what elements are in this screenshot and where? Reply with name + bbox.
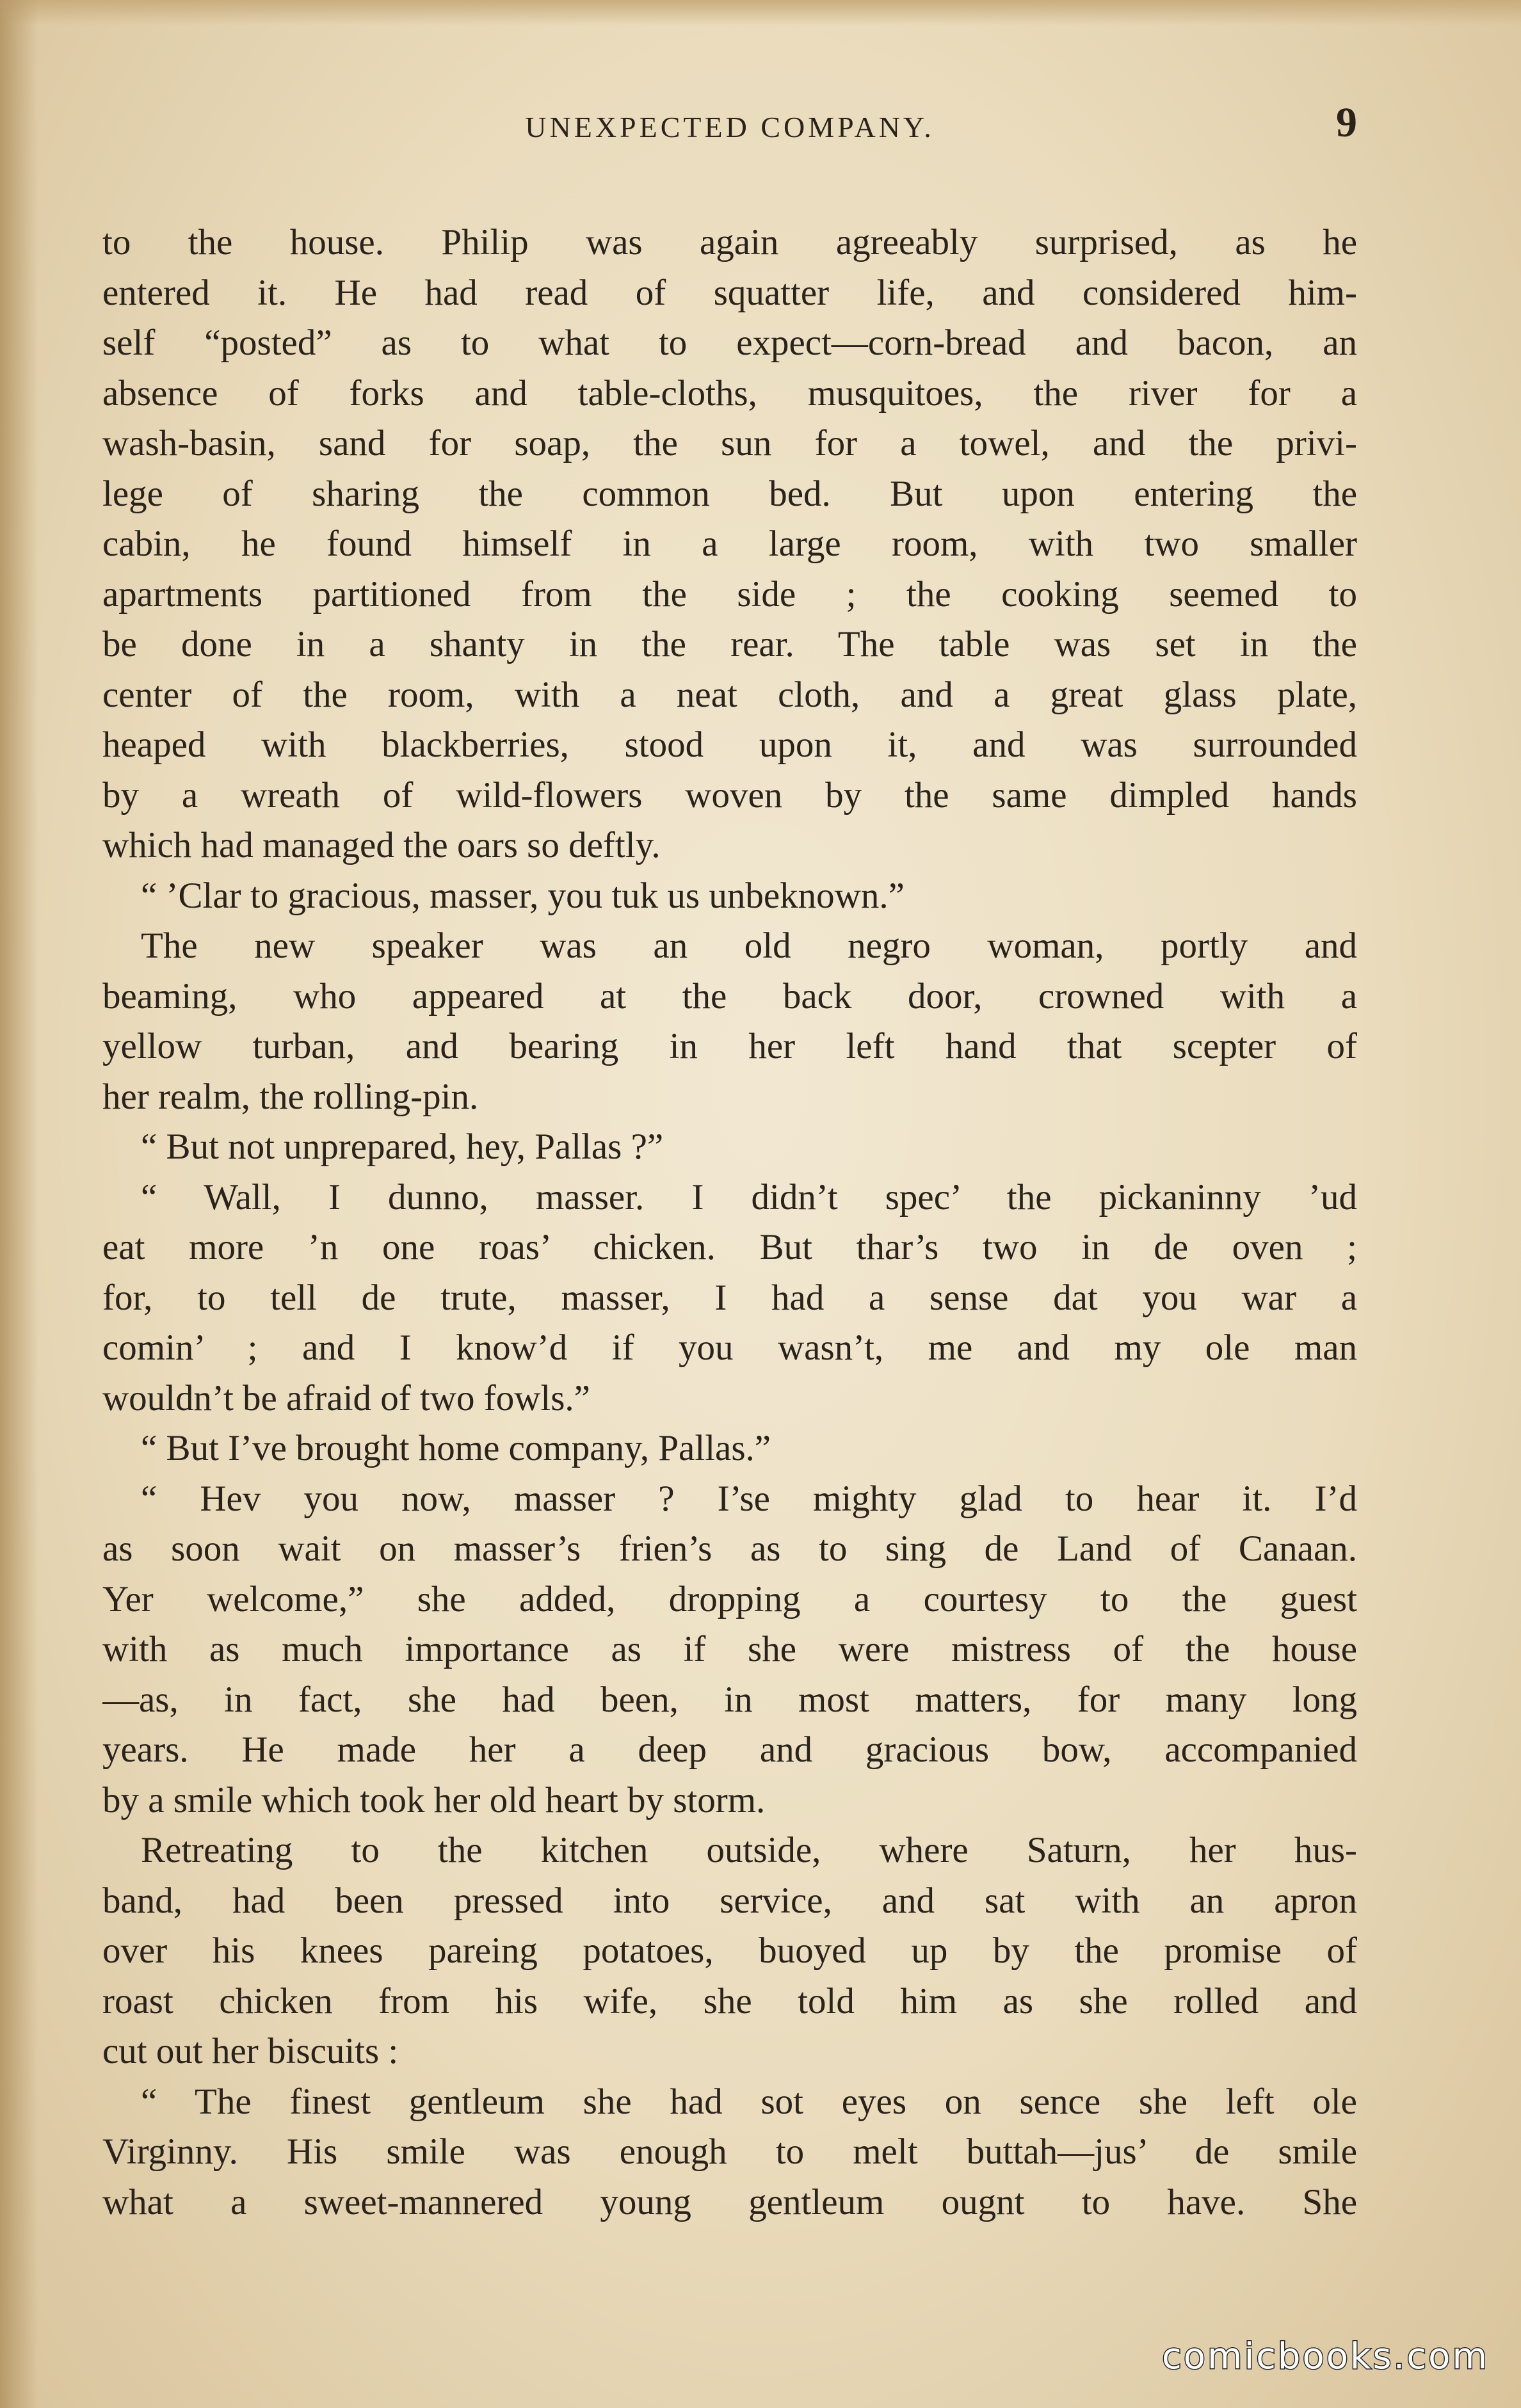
text-line: beaming, who appeared at the back door, crowned with a bbox=[102, 975, 1357, 1016]
text-line: over his knees pareing potatoes, buoyed up by the promise of bbox=[102, 1930, 1357, 1971]
text-line: Retreating to the kitchen outside, where Saturn, her hus- bbox=[141, 1830, 1357, 1870]
text-line: Virginny. His smile was enough to melt buttah—jus’ de smile bbox=[102, 2131, 1357, 2172]
text-line: heaped with blackberries, stood upon it, and was surrounded bbox=[102, 725, 1357, 765]
text-line: “ Wall, I dunno, masser. I didn’t spec’ the pickaninny ’ud bbox=[141, 1176, 1357, 1217]
page-edge-shadow-top bbox=[0, 0, 1521, 26]
text-line: “ But not unprepared, hey, Pallas ?” bbox=[141, 1127, 664, 1167]
text-line: entered it. He had read of squatter life, and considered him- bbox=[102, 272, 1357, 313]
text-line: self “posted” as to what to expect—corn-bread and bacon, an bbox=[102, 323, 1357, 363]
body-text bbox=[102, 218, 1357, 2227]
text-line: “ Hev you now, masser ? I’se mighty glad to hear it. I’d bbox=[141, 1478, 1357, 1519]
text-line: to the house. Philip was again agreeably surprised, as he bbox=[102, 222, 1357, 262]
running-head: UNEXPECTED COMPANY. bbox=[525, 111, 935, 143]
text-line: cut out her biscuits : bbox=[102, 2031, 399, 2071]
text-line: for, to tell de trute, masser, I had a sense dat you war a bbox=[102, 1277, 1357, 1318]
text-line: by a smile which took her old heart by storm. bbox=[102, 1779, 766, 1820]
text-line: “ The finest gentleum she had sot eyes on sence she left ole bbox=[141, 2081, 1357, 2122]
page-number: 9 bbox=[1336, 99, 1357, 146]
text-line: be done in a shanty in the rear. The table was set in the bbox=[102, 624, 1357, 664]
text-line: apartments partitioned from the side ; the cooking seemed to bbox=[102, 574, 1357, 614]
text-line: wash-basin, sand for soap, the sun for a towel, and the privi- bbox=[102, 423, 1357, 463]
text-line: eat more ’n one roas’ chicken. But thar’s two in de oven ; bbox=[102, 1227, 1357, 1267]
text-line: by a wreath of wild-flowers woven by the same dimpled hands bbox=[102, 775, 1357, 815]
text-line: years. He made her a deep and gracious bow, accompanied bbox=[102, 1730, 1357, 1770]
text-line: lege of sharing the common bed. But upon entering the bbox=[102, 473, 1357, 514]
text-line: The new speaker was an old negro woman, portly and bbox=[141, 926, 1357, 966]
text-line: comin’ ; and I know’d if you wasn’t, me and my ole man bbox=[102, 1328, 1357, 1368]
page-header bbox=[102, 96, 1357, 160]
page-edge-shadow-left bbox=[0, 0, 38, 2408]
text-line: yellow turban, and bearing in her left hand that scepter of bbox=[102, 1026, 1357, 1066]
text-line: Yer welcome,” she added, dropping a courtesy to the guest bbox=[102, 1578, 1357, 1619]
text-line: wouldn’t be afraid of two fowls.” bbox=[102, 1377, 590, 1418]
text-line: which had managed the oars so deftly. bbox=[102, 825, 661, 865]
text-line: roast chicken from his wife, she told him as she rolled and bbox=[102, 1980, 1357, 2021]
text-line: with as much importance as if she were mistress of the house bbox=[102, 1629, 1357, 1669]
watermark: comicbooks.com bbox=[1161, 2336, 1489, 2377]
text-line: her realm, the rolling-pin. bbox=[102, 1076, 479, 1117]
text-line: band, had been pressed into service, and sat with an apron bbox=[102, 1880, 1357, 1921]
text-line: “ But I’ve brought home company, Pallas.” bbox=[141, 1428, 771, 1468]
text-line: what a sweet-mannered young gentleum ougnt to have. She bbox=[102, 2181, 1357, 2222]
text-line: cabin, he found himself in a large room, with two smaller bbox=[102, 524, 1357, 564]
text-line: “ ’Clar to gracious, masser, you tuk us unbeknown.” bbox=[141, 875, 905, 916]
text-line: center of the room, with a neat cloth, and a great glass plate, bbox=[102, 674, 1357, 715]
text-line: —as, in fact, she had been, in most matters, for many long bbox=[102, 1679, 1357, 1720]
text-line: absence of forks and table-cloths, musquitoes, the river for a bbox=[102, 373, 1357, 413]
text-line: as soon wait on masser’s frien’s as to sing de Land of Canaan. bbox=[102, 1529, 1357, 1569]
